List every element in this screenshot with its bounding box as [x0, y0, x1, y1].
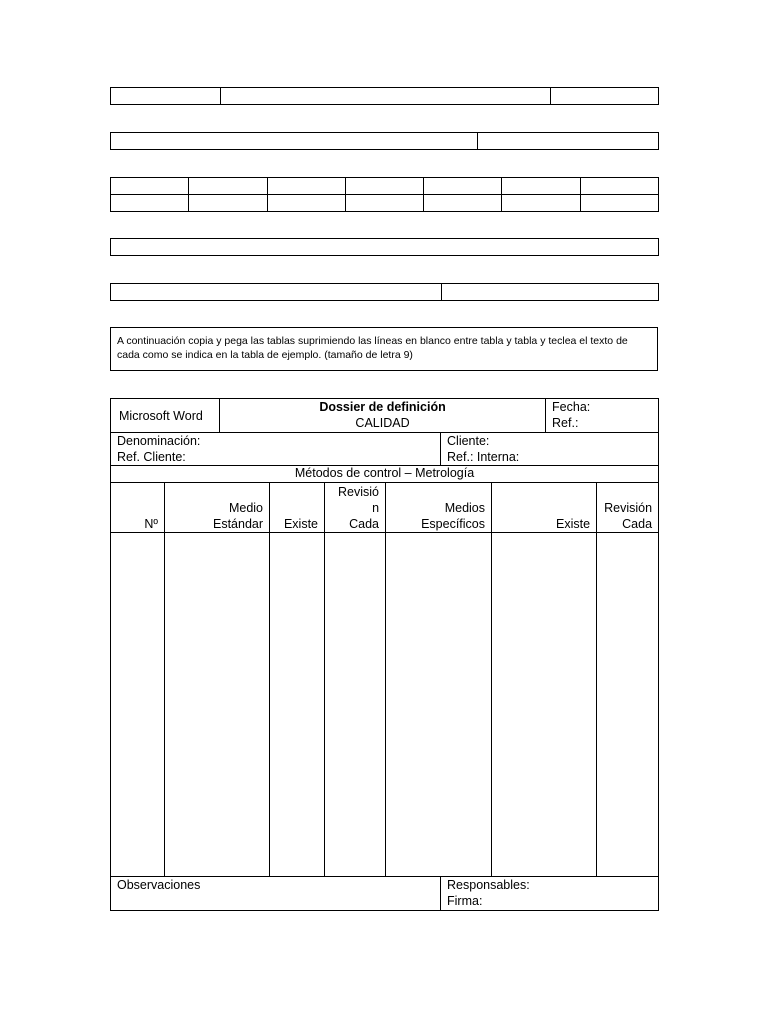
blank-cell[interactable]	[111, 133, 478, 150]
firma-label: Firma:	[447, 894, 483, 908]
responsables-label: Responsables:	[447, 878, 530, 892]
col-header-revision-cada-1[interactable]: Revisió n Cada	[325, 483, 386, 533]
data-cell-num[interactable]	[111, 533, 165, 877]
app-name-cell[interactable]	[111, 399, 220, 433]
blank-cell[interactable]	[267, 195, 345, 212]
blank-cell[interactable]	[424, 178, 502, 195]
denominacion-cell[interactable]	[111, 433, 441, 466]
app-name: Microsoft Word	[119, 408, 203, 423]
col-header-existe-2[interactable]: Existe	[492, 483, 597, 533]
section-title: Métodos de control – Metrología	[294, 466, 475, 480]
blank-cell[interactable]	[189, 195, 267, 212]
instruction-line-1: A continuación copia y pega las tablas suprimiendo las líneas en blanco entre tabla y tabla y teclea el texto de	[117, 335, 628, 347]
doc-title: Dossier de definición	[319, 400, 446, 414]
doc-title-cell[interactable]	[220, 399, 546, 433]
blank-table-1	[110, 87, 659, 105]
blank-cell[interactable]	[424, 195, 502, 212]
blank-cell[interactable]	[551, 88, 659, 105]
cliente-label: Cliente:	[447, 434, 490, 448]
cliente-cell[interactable]	[441, 433, 659, 466]
blank-cell[interactable]	[111, 284, 442, 301]
data-cell-medio-estandar[interactable]	[165, 533, 270, 877]
blank-cell[interactable]	[442, 284, 659, 301]
observaciones-label: Observaciones	[117, 878, 201, 892]
data-cell-revision-1[interactable]	[325, 533, 386, 877]
fecha-label: Fecha:	[552, 400, 591, 414]
blank-cell[interactable]	[345, 195, 423, 212]
data-cell-existe-1[interactable]	[270, 533, 325, 877]
blank-cell[interactable]	[478, 133, 659, 150]
col-header-medios-especificos[interactable]: Medios Específicos	[386, 483, 492, 533]
blank-cell[interactable]	[345, 178, 423, 195]
blank-cell[interactable]	[111, 195, 189, 212]
blank-cell[interactable]	[111, 239, 659, 256]
col-header-revision-cada-2[interactable]: Revisión Cada	[597, 483, 659, 533]
instruction-box	[110, 327, 658, 371]
ref-cliente-label: Ref. Cliente:	[117, 450, 186, 464]
blank-table-3	[110, 177, 659, 212]
fecha-ref-cell[interactable]	[546, 399, 659, 433]
blank-cell[interactable]	[111, 178, 189, 195]
blank-table-5	[110, 283, 659, 301]
instruction-line-2: cada como se indica en la tabla de ejemplo. (tamaño de letra 9)	[117, 349, 413, 361]
denominacion-label: Denominación:	[117, 434, 201, 448]
blank-cell[interactable]	[580, 195, 658, 212]
observaciones-cell[interactable]	[111, 877, 441, 911]
blank-table-4	[110, 238, 659, 256]
blank-cell[interactable]	[221, 88, 551, 105]
blank-cell[interactable]	[502, 178, 580, 195]
data-cell-medios-especificos[interactable]	[386, 533, 492, 877]
col-header-medio-estandar[interactable]: Medio Estándar	[165, 483, 270, 533]
blank-cell[interactable]	[111, 88, 221, 105]
ref-interna-label: Ref.: Interna:	[447, 450, 520, 464]
blank-cell[interactable]	[502, 195, 580, 212]
blank-cell[interactable]	[189, 178, 267, 195]
blank-cell[interactable]	[267, 178, 345, 195]
section-title-cell	[111, 466, 659, 483]
blank-table-2	[110, 132, 659, 150]
data-cell-revision-2[interactable]	[597, 533, 659, 877]
responsables-cell[interactable]	[441, 877, 659, 911]
data-cell-existe-2[interactable]	[492, 533, 597, 877]
col-header-existe-1[interactable]: Existe	[270, 483, 325, 533]
blank-cell[interactable]	[580, 178, 658, 195]
example-form-table	[110, 398, 659, 911]
ref-label: Ref.:	[552, 416, 579, 430]
doc-subtitle: CALIDAD	[355, 416, 410, 430]
col-header-num[interactable]: Nº	[111, 483, 165, 533]
